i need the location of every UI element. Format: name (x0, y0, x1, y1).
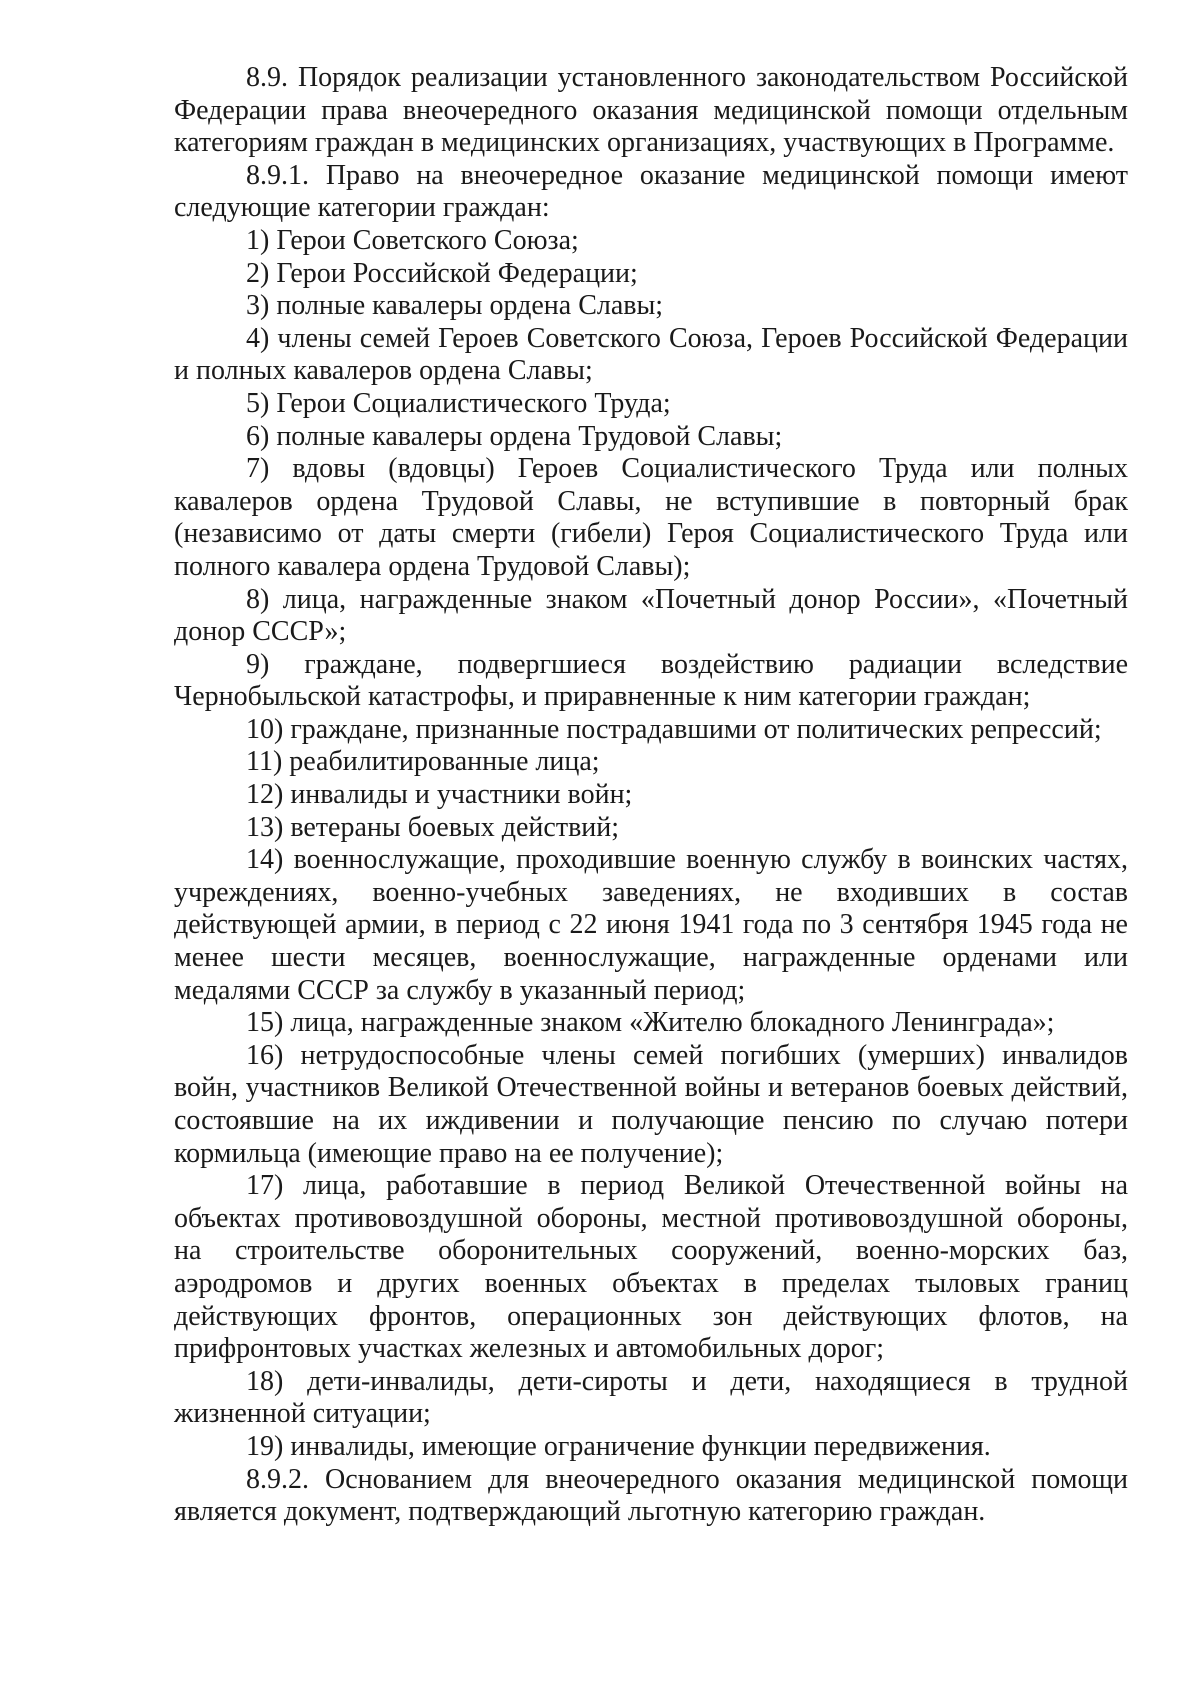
list-item-11: 11) реабилитированные лица; (246, 746, 600, 778)
paragraph-8-9-1: 8.9.1. Право на внеочередное оказание медицинской помощи имеют следующие категории граждан: (174, 159, 1128, 224)
list-item-1: 1) Герои Советского Союза; (246, 224, 579, 256)
list-item-18: 18) дети-инвалиды, дети-сироты и дети, находящиеся в трудной жизненной ситуации; (174, 1365, 1128, 1430)
document-page (174, 62, 1128, 1529)
list-item-7: 7) вдовы (вдовцы) Героев Социалистического Труда или полных кавалеров ордена Трудовой Славы, не вступившие в повторный брак (независимо от даты смерти (гибели) Героя Социалистического Труда или полного кавалера ордена Трудовой Славы); (174, 453, 1128, 582)
list-item-17: 17) лица, работавшие в период Великой Отечественной войны на объектах противовоздушной обороны, местной противовоздушной обороны, на строительстве оборонительных сооружений, военно-морских баз, аэродромов и других военных объектах в пределах тыловых границ действующих фронтов, операционных зон действующих флотов, на прифронтовых участках железных и автомобильных дорог; (174, 1170, 1128, 1365)
list-item-13: 13) ветераны боевых действий; (246, 811, 620, 843)
list-item-16: 16) нетрудоспособные члены семей погибших (умерших) инвалидов войн, участников Великой Отечественной войны и ветеранов боевых действий, состоявшие на их иждивении и получающие пенсию по случаю потери кормильца (имеющие право на ее получение); (174, 1039, 1128, 1169)
list-item-10: 10) граждане, признанные пострадавшими от политических репрессий; (246, 713, 1102, 745)
list-item-19: 19) инвалиды, имеющие ограничение функции передвижения. (246, 1430, 991, 1462)
list-item-4: 4) члены семей Героев Советского Союза, Героев Российской Федерации и полных кавалеров ордена Славы; (174, 322, 1128, 387)
section-8-9-heading: 8.9. Порядок реализации установленного законодательством Российской Федерации права внеочередного оказания медицинской помощи отдельным категориям граждан в медицинских организациях, участвующих в Программе. (174, 62, 1128, 159)
list-item-6: 6) полные кавалеры ордена Трудовой Славы; (246, 420, 783, 452)
list-item-8: 8) лица, награжденные знаком «Почетный донор России», «Почетный донор СССР»; (174, 583, 1128, 648)
list-item-2: 2) Герои Российской Федерации; (246, 257, 638, 289)
paragraph-8-9-2: 8.9.2. Основанием для внеочередного оказания медицинской помощи является документ, подтверждающий льготную категорию граждан. (174, 1463, 1128, 1528)
list-item-5: 5) Герои Социалистического Труда; (246, 387, 671, 419)
list-item-3: 3) полные кавалеры ордена Славы; (246, 290, 664, 322)
list-item-14: 14) военнослужащие, проходившие военную службу в воинских частях, учреждениях, военно-учебных заведениях, не входивших в состав действующей армии, в период с 22 июня 1941 года по 3 сентября 1945 года не менее шести месяцев, военнослужащие, награжденные орденами или медалями СССР за службу в указанный период; (174, 844, 1128, 1006)
list-item-9: 9) граждане, подвергшиеся воздействию радиации вследствие Чернобыльской катастрофы, и приравненные к ним категории граждан; (174, 648, 1128, 713)
list-item-15: 15) лица, награжденные знаком «Жителю блокадного Ленинграда»; (246, 1007, 1055, 1039)
list-item-12: 12) инвалиды и участники войн; (246, 779, 633, 811)
